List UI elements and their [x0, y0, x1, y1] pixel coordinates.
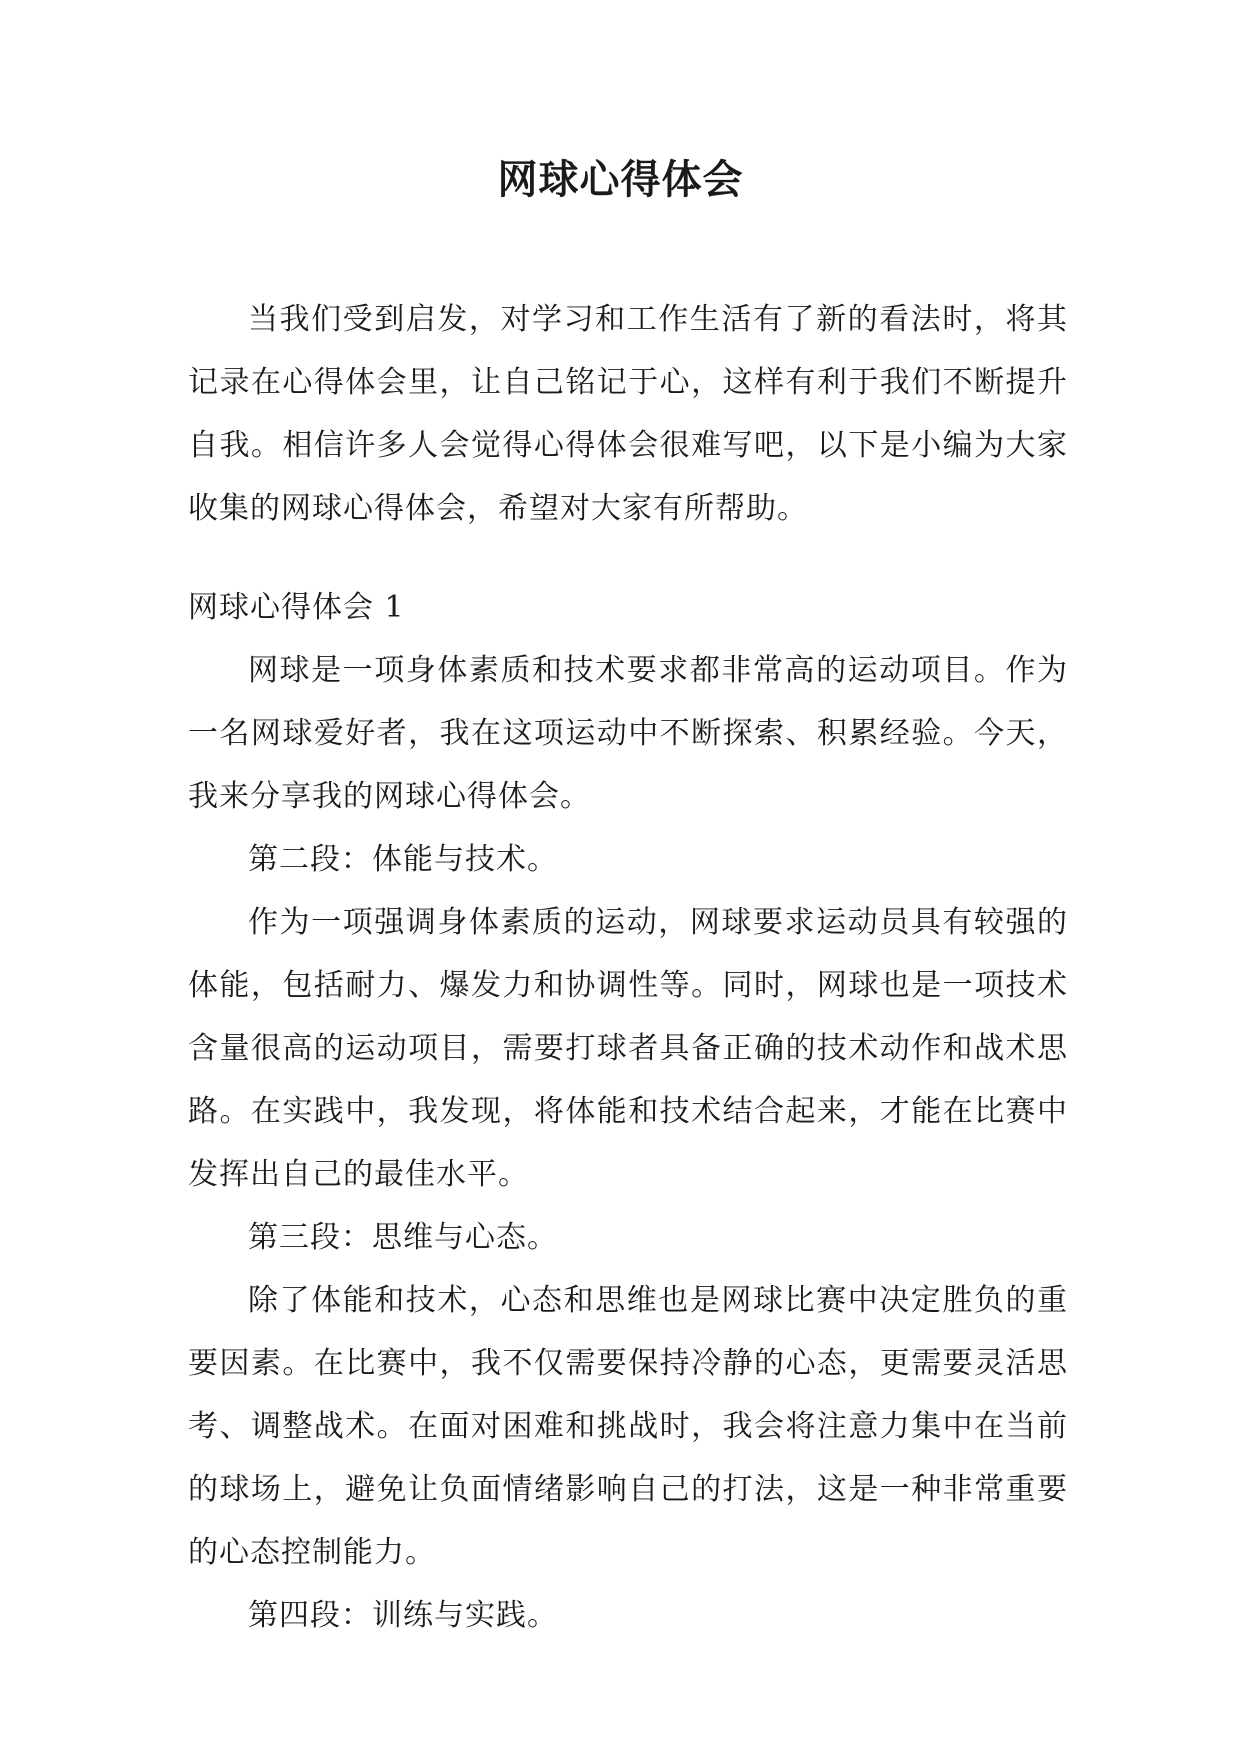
body-paragraph-3: 除了体能和技术，心态和思维也是网球比赛中决定胜负的重要因素。在比赛中，我不仅需要保持冷静的心态，更需要灵活思考、调整战术。在面对困难和挑战时，我会将注意力集中在当前的球场上，避免让负面情绪影响自己的打法，这是一种非常重要的心态控制能力。	[188, 1283, 1068, 1570]
subheading-physique-technique: 第二段：体能与技术。	[248, 842, 558, 877]
intro-paragraph: 当我们受到启发，对学习和工作生活有了新的看法时，将其记录在心得体会里，让自己铭记于心，这样有利于我们不断提升自我。相信许多人会觉得心得体会很难写吧，以下是小编为大家收集的网球心得体会，希望对大家有所帮助。	[188, 302, 1068, 526]
body-paragraph-1: 网球是一项身体素质和技术要求都非常高的运动项目。作为一名网球爱好者，我在这项运动中不断探索、积累经验。今天，我来分享我的网球心得体会。	[188, 653, 1068, 814]
page-title: 网球心得体会	[497, 157, 744, 203]
section-heading: 网球心得体会 1	[188, 590, 405, 625]
body-paragraph-2: 作为一项强调身体素质的运动，网球要求运动员具有较强的体能，包括耐力、爆发力和协调性等。同时，网球也是一项技术含量很高的运动项目，需要打球者具备正确的技术动作和战术思路。在实践中，我发现，将体能和技术结合起来，才能在比赛中发挥出自己的最佳水平。	[188, 905, 1068, 1192]
subheading-mindset: 第三段：思维与心态。	[248, 1220, 558, 1255]
section-block	[188, 576, 1068, 1647]
subheading-training-practice: 第四段：训练与实践。	[248, 1598, 558, 1633]
intro-block	[188, 288, 1068, 540]
